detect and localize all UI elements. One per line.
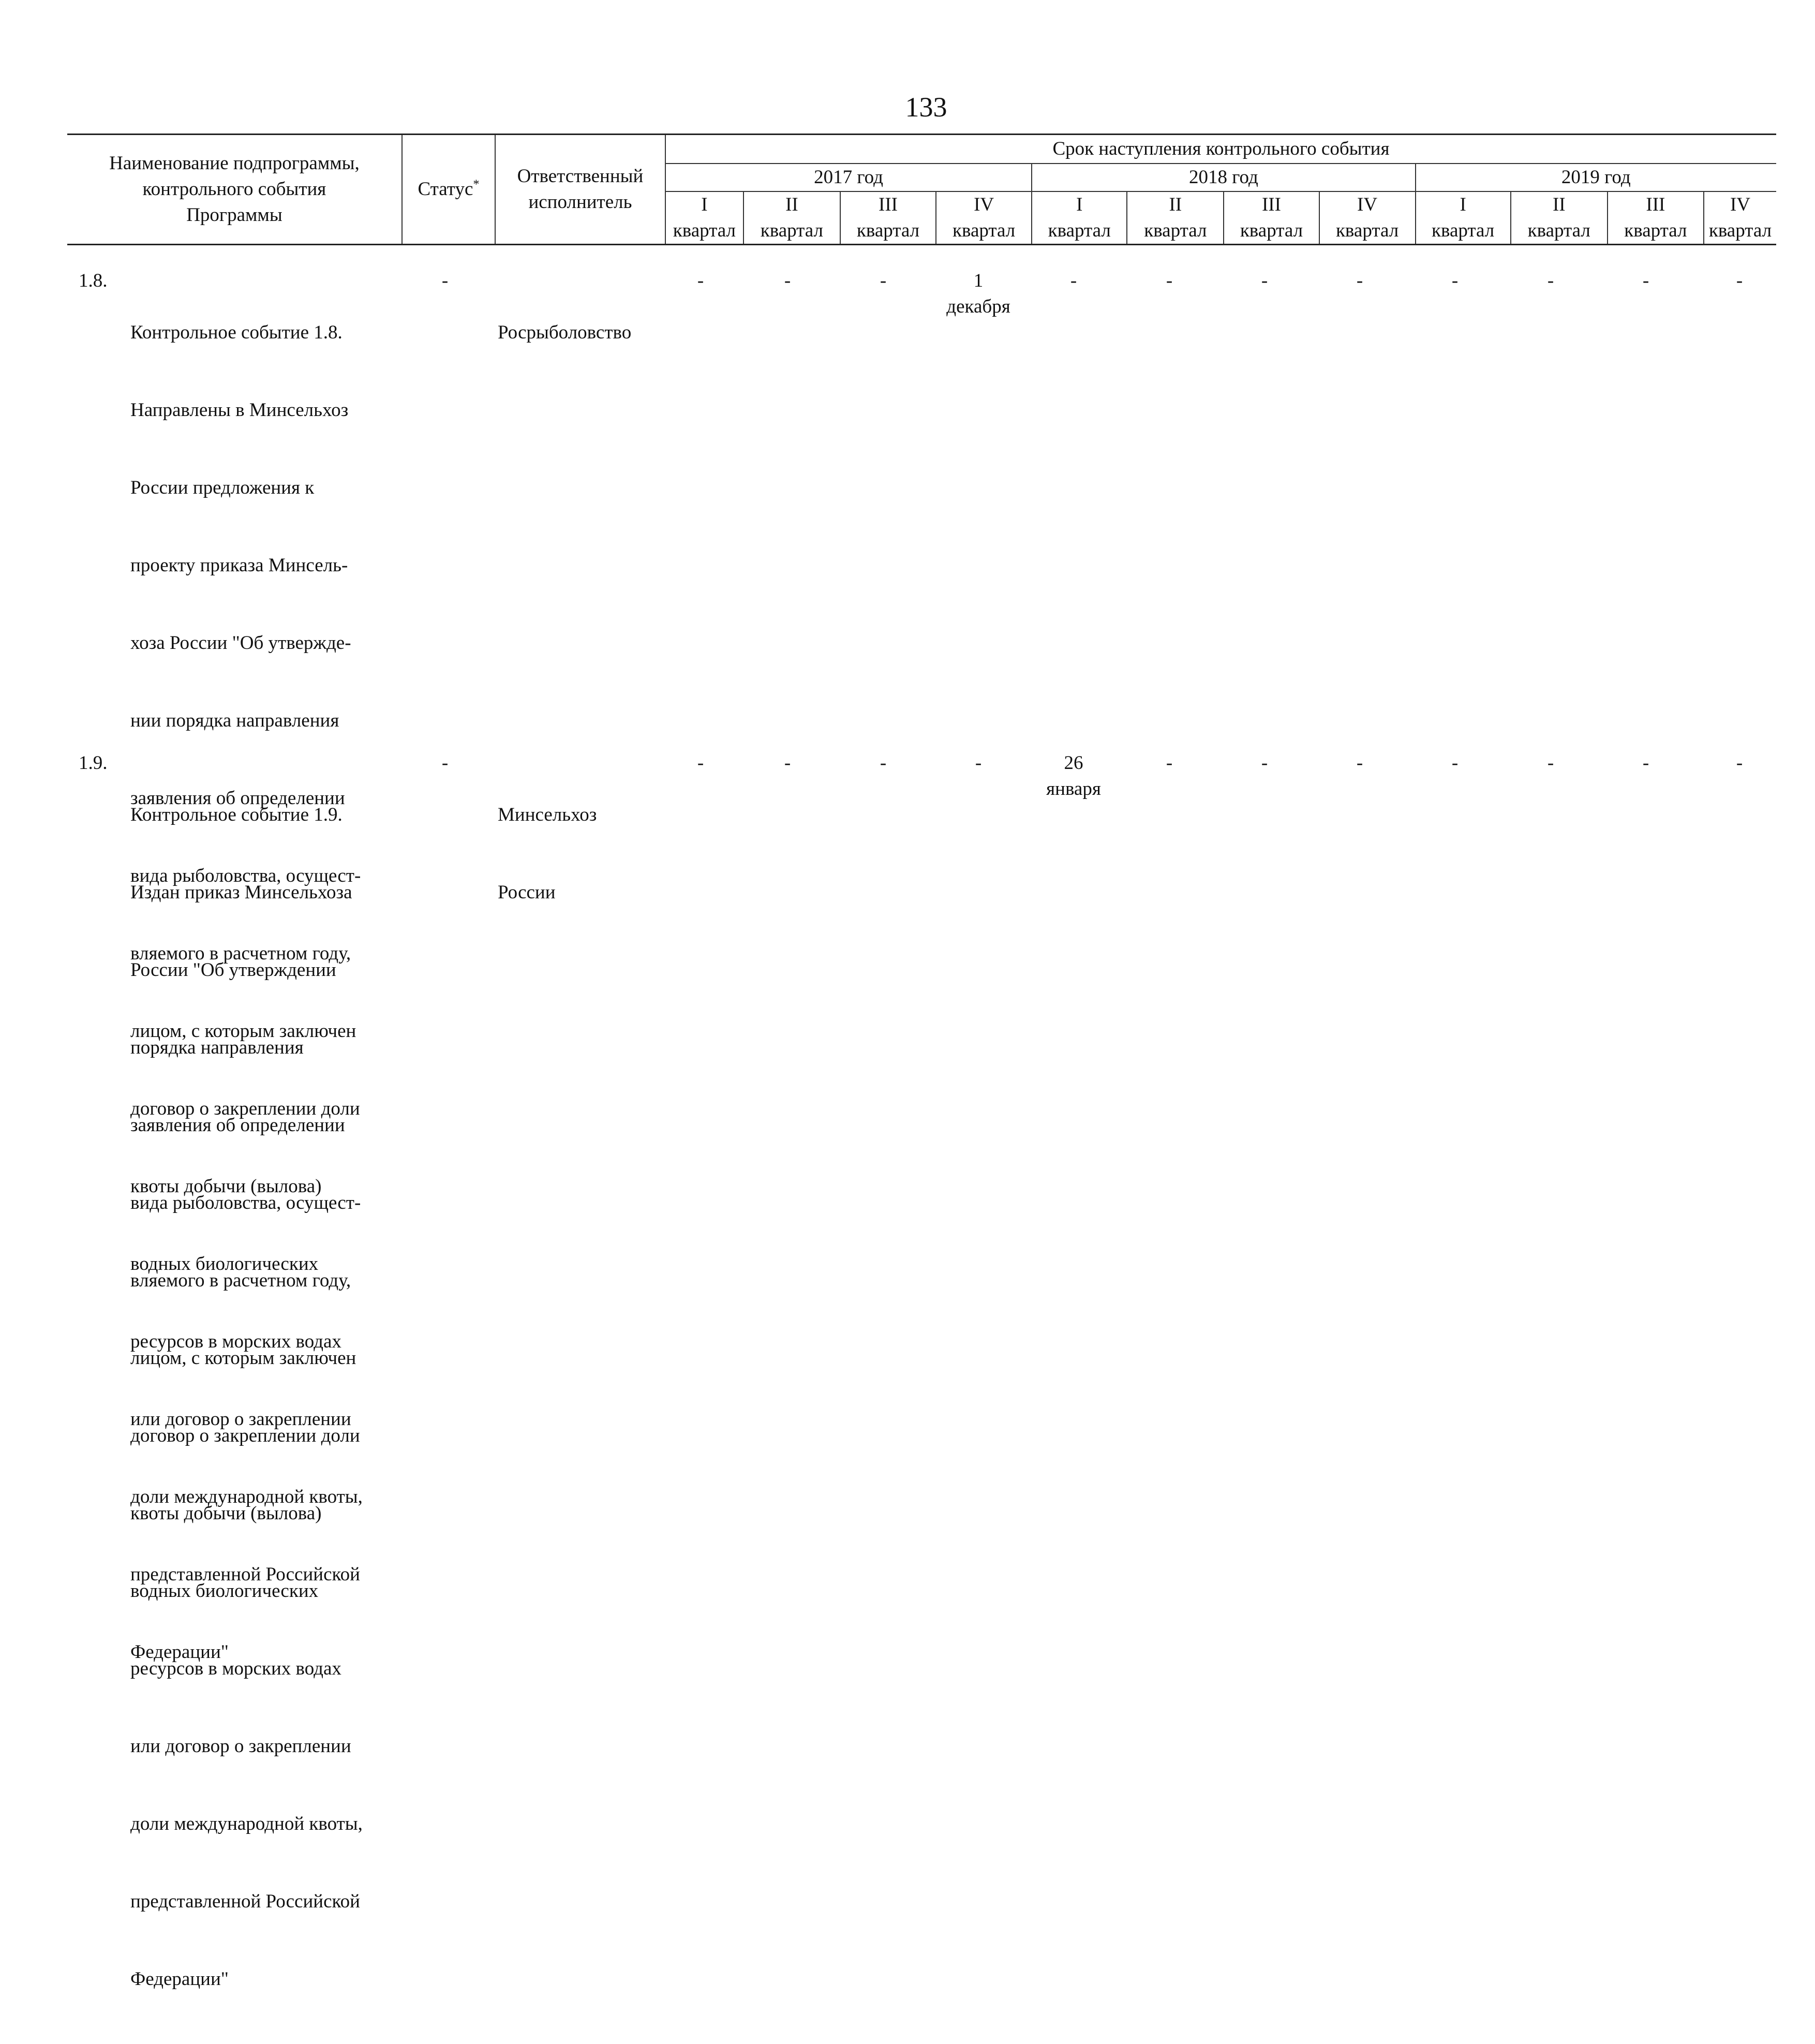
q3-2019-value [1599,750,1692,776]
q4-2018-value [1313,750,1406,776]
quarter-value-line: - [1642,752,1649,774]
description-line: договор о закреплении доли [130,1098,360,1119]
header-quarter-word: квартал [1032,218,1127,245]
q1-2018-value [1027,268,1120,294]
header-name-cell [67,135,402,245]
description-line: заявления об определении [130,788,345,809]
header-quarter-word: квартал [1224,218,1319,245]
quarter-value-line: декабря [946,296,1010,317]
quarter-value-line: - [1356,270,1363,291]
header-quarter-word: квартал [743,218,840,245]
q2-2018-value [1123,750,1216,776]
header-year-2018: 2018 год [1032,164,1415,191]
quarter-value-line: - [975,752,982,774]
quarter-value-line: - [1261,270,1268,291]
description-line: Контрольное событие 1.9. [130,804,343,825]
header-quarter-numeral: III [840,191,936,218]
description-line: или договор о закреплении [130,1736,351,1757]
q4-2019-value [1693,750,1786,776]
executor-line: Минсельхоз [498,804,597,825]
q2-2019-value [1504,268,1597,294]
quarter-value-line: - [1547,752,1554,774]
quarter-value-line: - [1166,270,1173,291]
header-executor-line: Ответственный [517,166,644,187]
header-quarter-word: квартал [936,218,1032,245]
quarter-value-line: - [1166,752,1173,774]
q3-2018-value [1218,750,1311,776]
description-line: квоты добычи (вылова) [130,1503,322,1524]
header-quarter-numeral: I [1416,191,1511,218]
header-quarter-numeral: IV [1704,191,1776,218]
row-executor [498,268,668,397]
row-number: 1.9. [79,752,108,774]
description-line: вида рыболовства, осущест- [130,1192,361,1213]
description-line: России "Об утверждении [130,959,336,981]
header-executor-line: исполнитель [528,191,632,213]
quarter-value-line: - [1261,752,1268,774]
description-line: порядка направления [130,1037,304,1058]
description-line: России предложения к [130,477,315,498]
quarter-value-line: - [880,270,887,291]
q3-2017-value [837,750,930,776]
quarter-value-line: - [1547,270,1554,291]
page-number: 133 [905,92,947,123]
q2-2017-value [741,268,834,294]
description-line: проекту приказа Минсель- [130,555,348,576]
description-line: Федерации" [130,1641,229,1663]
description-line: вида рыболовства, осущест- [130,865,361,886]
q2-2017-value [741,750,834,776]
description-line: договор о закреплении доли [130,1425,360,1446]
description-line: хоза России "Об утвержде- [130,632,351,654]
row-number: 1.8. [79,270,108,291]
header-quarter-numeral: IV [1319,191,1416,218]
header-quarter-word: квартал [1608,218,1704,245]
header-quarter-word: квартал [840,218,936,245]
header-name-line: Программы [186,204,282,226]
header-quarter-numeral: III [1224,191,1319,218]
row-status: - [441,270,449,291]
executor-line: России [498,882,556,903]
quarter-value-line: - [1736,270,1743,291]
header-status-cell [402,135,495,245]
q4-2017-value [932,268,1025,320]
description-line: водных биологических [130,1253,319,1275]
description-line: представленной Российской [130,1564,360,1585]
row-status: - [441,752,449,774]
header-quarter-numeral: I [665,191,743,218]
q3-2019-value [1599,268,1692,294]
header-quarter-numeral: I [1032,191,1127,218]
header-name-line: контрольного события [142,179,326,200]
q1-2018-value [1027,750,1120,802]
header-quarter-numeral: II [1127,191,1224,218]
quarter-value-line: - [1451,270,1459,291]
q1-2019-value [1408,268,1501,294]
description-line: нии порядка направления [130,710,339,731]
quarter-value-line: - [697,752,704,774]
q3-2017-value [837,268,930,294]
quarter-value-line: - [1070,270,1077,291]
header-quarter-word: квартал [665,218,743,245]
description-line: лицом, с которым заключен [130,1020,356,1042]
header-year-2017: 2017 год [665,164,1032,191]
quarter-value-line: 26 [1064,752,1083,774]
executor-line: Росрыболовство [498,322,632,343]
row-description [130,750,399,2044]
q1-2019-value [1408,750,1501,776]
q2-2018-value [1123,268,1216,294]
header-deadline: Срок наступления контрольного события [665,135,1776,164]
description-line: водных биологических [130,1580,319,1602]
q4-2019-value [1693,268,1786,294]
quarter-value-line: 1 [973,270,984,291]
row-executor [498,750,668,957]
description-line: доли международной квоты, [130,1486,363,1507]
header-year-2019: 2019 год [1416,164,1776,191]
header-name-line: Наименование подпрограммы, [109,153,360,174]
quarter-value-line: - [784,270,791,291]
header-quarter-numeral: II [1511,191,1608,218]
description-line: квоты добычи (вылова) [130,1176,322,1197]
q1-2017-value [654,750,747,776]
quarter-value-line: - [1451,752,1459,774]
q1-2017-value [654,268,747,294]
header-quarter-word: квартал [1127,218,1224,245]
header-status: Статус [418,179,473,200]
quarter-value-line: - [1642,270,1649,291]
quarter-value-line: - [880,752,887,774]
description-line: представленной Российской [130,1891,360,1912]
quarter-value-line: января [1046,778,1101,799]
description-line: Федерации" [130,1968,229,1990]
description-line: Контрольное событие 1.8. [130,322,343,343]
description-line: Издан приказ Минсельхоза [130,882,352,903]
header-quarter-numeral: IV [936,191,1032,218]
table-header [67,134,1776,245]
q4-2017-value [932,750,1025,776]
description-line: ресурсов в морских водах [130,1658,341,1679]
header-quarter-numeral: III [1608,191,1704,218]
header-executor-cell [495,135,665,245]
q4-2018-value [1313,268,1406,294]
description-line: вляемого в расчетном году, [130,943,351,964]
header-quarter-word: квартал [1416,218,1511,245]
description-line: Направлены в Минсельхоз [130,399,349,421]
quarter-value-line: - [784,752,791,774]
description-line: или договор о закреплении [130,1409,351,1430]
quarter-value-line: - [1356,752,1363,774]
quarter-value-line: - [1736,752,1743,774]
description-line: доли международной квоты, [130,1813,363,1834]
q2-2019-value [1504,750,1597,776]
header-status-footnote-mark: * [473,177,480,191]
description-line: заявления об определении [130,1115,345,1136]
quarter-value-line: - [697,270,704,291]
header-quarter-word: квартал [1704,218,1776,245]
header-quarter-word: квартал [1511,218,1608,245]
q3-2018-value [1218,268,1311,294]
description-line: ресурсов в морских водах [130,1331,341,1352]
header-quarter-numeral: II [743,191,840,218]
description-line: вляемого в расчетном году, [130,1270,351,1291]
description-line: лицом, с которым заключен [130,1347,356,1369]
header-quarter-word: квартал [1319,218,1416,245]
